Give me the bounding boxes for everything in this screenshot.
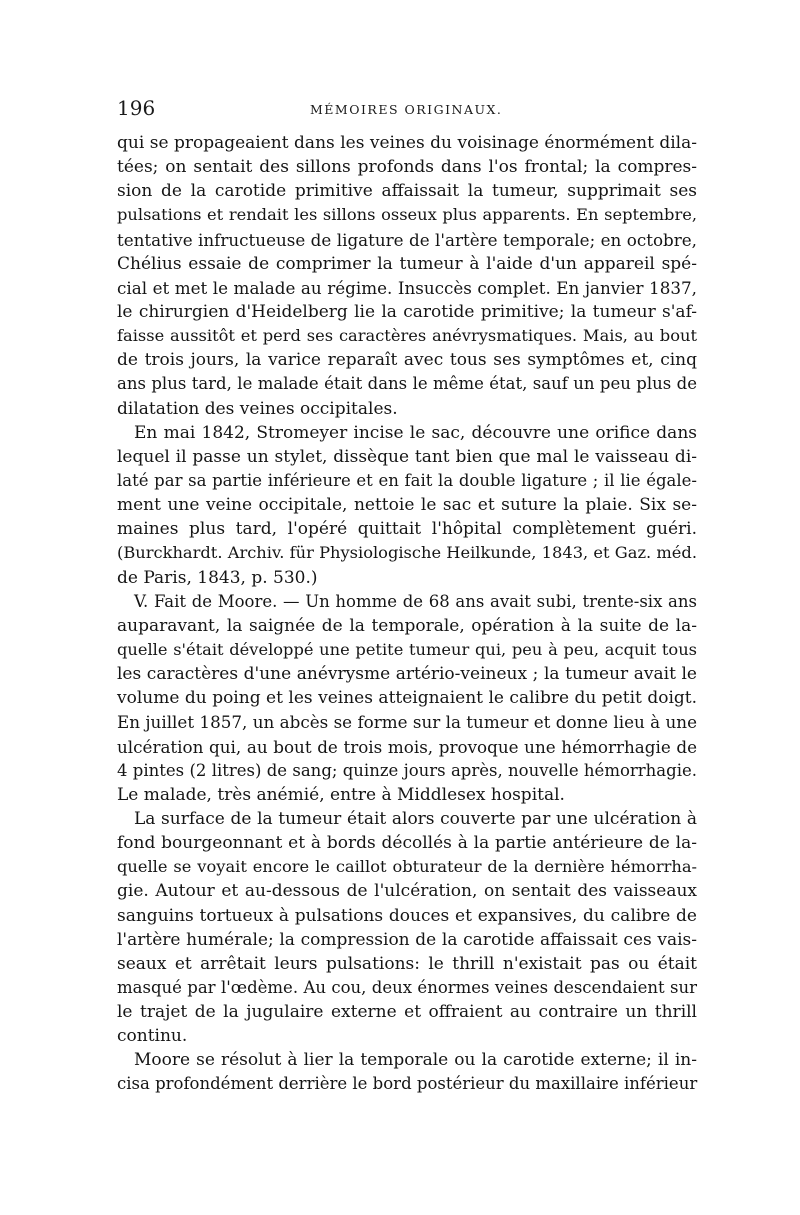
text-line: maines plus tard, l'opéré quittait l'hôpital complètement guéri. bbox=[117, 519, 697, 540]
text-line: lequel il passe un stylet, dissèque tant bien que mal le vaisseau di- bbox=[117, 446, 697, 467]
text-line: En juillet 1857, un abcès se forme sur la tumeur et donne lieu à une bbox=[117, 712, 697, 733]
text-line: ment une veine occipitale, nettoie le sac et suture la plaie. Six se- bbox=[117, 495, 697, 516]
text-line: Le malade, très anémié, entre à Middlesex hospital. bbox=[117, 784, 565, 805]
text-line: seaux et arrêtait leurs pulsations: le thrill n'existait pas ou était bbox=[117, 953, 697, 974]
text-line: volume du poing et les veines atteignaient le calibre du petit doigt. bbox=[117, 688, 697, 709]
text-line: tées; on sentait des sillons profonds dans l'os frontal; la compres- bbox=[117, 157, 697, 178]
text-line: Moore se résolut à lier la temporale ou la carotide externe; il in- bbox=[134, 1050, 697, 1071]
text-line: les caractères d'une anévrysme artério-veineux ; la tumeur avait le bbox=[117, 664, 697, 685]
text-line: l'artère humérale; la compression de la carotide affaissait ces vais- bbox=[117, 929, 697, 950]
body-text bbox=[117, 131, 697, 1097]
text-line: quelle se voyait encore le caillot obturateur de la dernière hémorrha- bbox=[117, 857, 697, 877]
text-line: ans plus tard, le malade était dans le même état, sauf un peu plus de bbox=[117, 374, 697, 394]
text-line: sion de la carotide primitive affaissait la tumeur, supprimait ses bbox=[117, 181, 697, 202]
text-line: Chélius essaie de comprimer la tumeur à l'aide d'un appareil spé- bbox=[117, 253, 697, 274]
text-line: qui se propageaient dans les veines du voisinage énormément dila- bbox=[117, 133, 697, 153]
text-line: quelle s'était développé une petite tumeur qui, peu à peu, acquit tous bbox=[117, 639, 697, 659]
text-line: fond bourgeonnant et à bords décollés à la partie antérieure de la- bbox=[117, 833, 697, 854]
text-line: En mai 1842, Stromeyer incise le sac, découvre une orifice dans bbox=[134, 422, 697, 443]
text-line: (Burckhardt. Archiv. für Physiologische Heilkunde, 1843, et Gaz. méd. bbox=[117, 543, 697, 563]
page-number: 196 bbox=[117, 96, 156, 120]
text-line: le trajet de la jugulaire externe et offraient au contraire un thrill bbox=[117, 1002, 697, 1023]
text-line: faisse aussitôt et perd ses caractères anévrysmatiques. Mais, au bout bbox=[117, 326, 697, 346]
text-line: de trois jours, la varice reparaît avec tous ses symptômes et, cinq bbox=[117, 350, 697, 371]
text-line: continu. bbox=[117, 1026, 188, 1047]
running-head: MÉMOIRES ORIGINAUX. bbox=[310, 102, 503, 117]
text-line: pulsations et rendait les sillons osseux plus apparents. En septembre, bbox=[117, 205, 697, 225]
page-header bbox=[117, 96, 697, 122]
text-line: gie. Autour et au-dessous de l'ulcération, on sentait des vaisseaux bbox=[117, 881, 697, 902]
text-line: dilatation des veines occipitales. bbox=[117, 398, 398, 419]
text-line: V. Fait de Moore. — Un homme de 68 ans avait subi, trente-six ans bbox=[134, 591, 697, 611]
text-line: laté par sa partie inférieure et en fait la double ligature ; il lie égale- bbox=[117, 470, 697, 490]
text-line: masqué par l'œdème. Au cou, deux énormes veines descendaient sur bbox=[117, 977, 697, 997]
text-line: La surface de la tumeur était alors couverte par une ulcération à bbox=[134, 808, 697, 829]
text-line: ulcération qui, au bout de trois mois, provoque une hémorrhagie de bbox=[117, 736, 697, 757]
text-line: le chirurgien d'Heidelberg lie la carotide primitive; la tumeur s'af- bbox=[117, 301, 697, 322]
text-line: sanguins tortueux à pulsations douces et expansives, du calibre de bbox=[117, 905, 697, 926]
text-line: 4 pintes (2 litres) de sang; quinze jours après, nouvelle hémorrhagie. bbox=[117, 760, 697, 780]
text-line: tentative infructueuse de ligature de l'artère temporale; en octobre, bbox=[117, 229, 697, 250]
text-line: cisa profondément derrière le bord postérieur du maxillaire inférieur bbox=[117, 1074, 698, 1094]
text-line: cial et met le malade au régime. Insuccès complet. En janvier 1837, bbox=[117, 277, 697, 298]
text-line: auparavant, la saignée de la temporale, opération à la suite de la- bbox=[117, 615, 697, 636]
text-line: de Paris, 1843, p. 530.) bbox=[117, 567, 318, 588]
